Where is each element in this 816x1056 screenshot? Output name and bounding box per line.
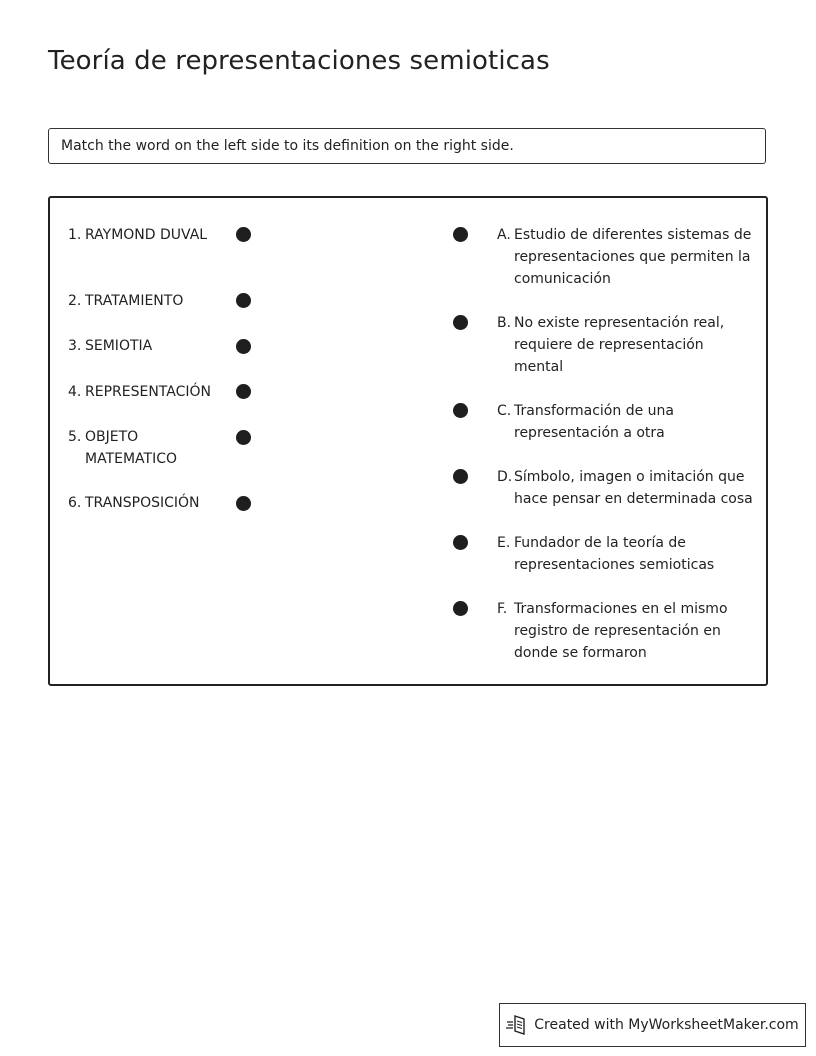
right-match-dot-e[interactable] bbox=[453, 535, 468, 550]
item-text: TRATAMIENTO bbox=[85, 293, 184, 309]
item-letter: C. bbox=[497, 403, 512, 419]
right-item-d bbox=[497, 466, 755, 510]
left-match-dot-1[interactable] bbox=[236, 227, 251, 242]
item-number: 5. bbox=[68, 429, 82, 445]
myworksheetmaker-logo-icon bbox=[506, 1014, 528, 1036]
item-letter: B. bbox=[497, 315, 512, 331]
item-number: 6. bbox=[68, 495, 82, 511]
left-match-dot-6[interactable] bbox=[236, 496, 251, 511]
matching-exercise bbox=[48, 196, 768, 686]
right-match-dot-b[interactable] bbox=[453, 315, 468, 330]
page-title: Teoría de representaciones semioticas bbox=[48, 46, 550, 76]
left-item-6 bbox=[68, 492, 243, 514]
right-match-dot-c[interactable] bbox=[453, 403, 468, 418]
item-text: Transformación de una representación a otra bbox=[514, 403, 674, 441]
right-item-e bbox=[497, 532, 755, 576]
left-item-1 bbox=[68, 224, 228, 246]
right-item-a bbox=[497, 224, 755, 290]
left-match-dot-2[interactable] bbox=[236, 293, 251, 308]
item-letter: F. bbox=[497, 601, 508, 617]
item-number: 2. bbox=[68, 293, 82, 309]
left-item-4 bbox=[68, 381, 243, 403]
item-letter: A. bbox=[497, 227, 511, 243]
left-match-dot-3[interactable] bbox=[236, 339, 251, 354]
item-number: 1. bbox=[68, 227, 82, 243]
item-text: REPRESENTACIÓN bbox=[85, 384, 211, 400]
left-item-2 bbox=[68, 290, 228, 312]
item-text: No existe representación real, requiere de representación mental bbox=[514, 315, 725, 375]
item-text: Estudio de diferentes sistemas de representaciones que permiten la comunicación bbox=[514, 227, 752, 287]
item-text: Símbolo, imagen o imitación que hace pensar en determinada cosa bbox=[514, 469, 753, 507]
right-item-f bbox=[497, 598, 755, 664]
right-item-b bbox=[497, 312, 755, 378]
right-match-dot-d[interactable] bbox=[453, 469, 468, 484]
right-item-c bbox=[497, 400, 755, 444]
item-text: OBJETO MATEMATICO bbox=[85, 429, 178, 467]
footer-badge[interactable] bbox=[499, 1003, 806, 1047]
item-text: RAYMOND DUVAL bbox=[85, 227, 208, 243]
item-text: TRANSPOSICIÓN bbox=[85, 495, 200, 511]
item-text: Fundador de la teoría de representaciones semioticas bbox=[514, 535, 715, 573]
footer-text: Created with MyWorksheetMaker.com bbox=[534, 1017, 799, 1033]
instructions-box: Match the word on the left side to its definition on the right side. bbox=[48, 128, 766, 164]
item-text: SEMIOTIA bbox=[85, 338, 153, 354]
item-letter: D. bbox=[497, 469, 513, 485]
left-item-5 bbox=[68, 426, 228, 470]
item-number: 3. bbox=[68, 338, 82, 354]
left-item-3 bbox=[68, 335, 228, 357]
item-number: 4. bbox=[68, 384, 82, 400]
left-match-dot-4[interactable] bbox=[236, 384, 251, 399]
left-match-dot-5[interactable] bbox=[236, 430, 251, 445]
item-text: Transformaciones en el mismo registro de representación en donde se formaron bbox=[514, 601, 728, 661]
item-letter: E. bbox=[497, 535, 511, 551]
right-match-dot-a[interactable] bbox=[453, 227, 468, 242]
right-match-dot-f[interactable] bbox=[453, 601, 468, 616]
